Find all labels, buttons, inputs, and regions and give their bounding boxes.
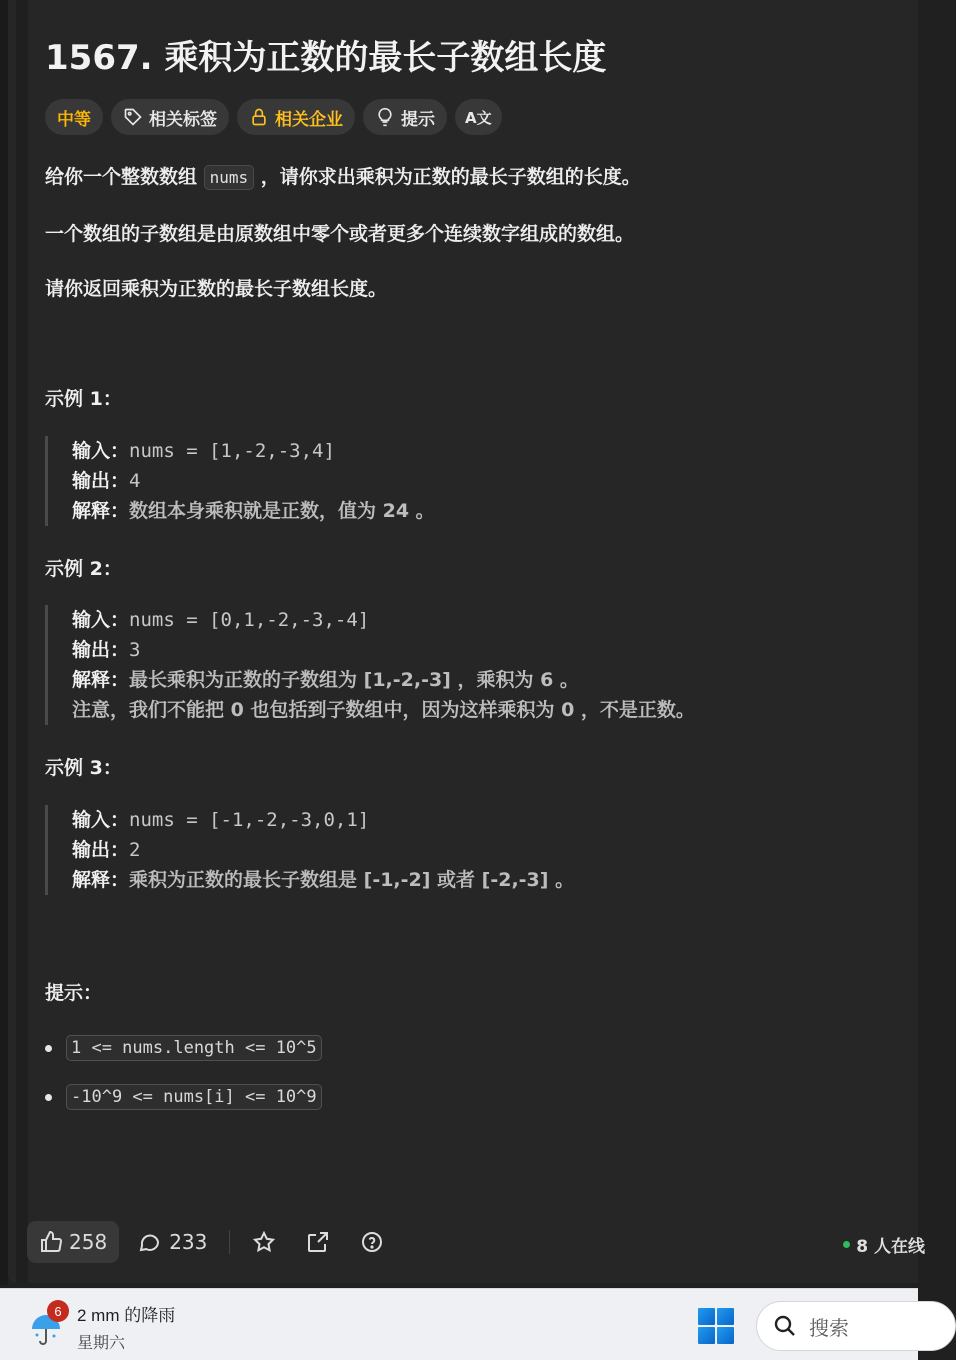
like-count: 258	[69, 1230, 108, 1254]
description-text: 给你一个整数数组	[45, 166, 198, 188]
window-edge	[0, 0, 8, 1285]
comments-button[interactable]	[137, 1230, 207, 1254]
share-button[interactable]	[306, 1230, 330, 1254]
weather-widget[interactable]	[77, 1301, 175, 1353]
description-paragraph-1	[45, 162, 641, 189]
search-icon	[773, 1314, 797, 1338]
translate-icon: A文	[465, 108, 492, 127]
topics-tag-label: 相关标签	[149, 109, 217, 130]
constraint-item	[45, 1035, 322, 1061]
example-3-block	[45, 805, 574, 895]
bullet-icon	[45, 1094, 52, 1101]
example-output: 4	[129, 470, 141, 492]
problem-action-bar	[27, 1220, 927, 1264]
example-input: nums = [-1,-2,-3,0,1]	[129, 809, 370, 831]
comment-icon	[137, 1230, 161, 1254]
online-count	[843, 1232, 925, 1257]
divider	[229, 1230, 230, 1254]
description-text: ，请你求出乘积为正数的最长子数组的长度。	[260, 166, 641, 188]
question-icon	[360, 1230, 384, 1254]
lightbulb-icon	[375, 107, 395, 127]
hint-tag-button[interactable]	[363, 99, 447, 135]
taskbar-search[interactable]	[756, 1301, 956, 1351]
search-label: 搜索	[809, 1317, 849, 1340]
description-paragraph-3: 请你返回乘积为正数的最长子数组长度。	[45, 278, 388, 300]
output-label: 输出：	[72, 470, 130, 492]
problem-title[interactable]: 1567. 乘积为正数的最长子数组长度	[45, 38, 607, 78]
difficulty-label: 中等	[57, 109, 91, 130]
input-label: 输入：	[72, 440, 130, 462]
example-explanation: 最长乘积为正数的子数组为 [1,-2,-3] ，乘积为 6 。	[129, 669, 579, 691]
constraints-title: 提示：	[45, 982, 103, 1004]
problem-panel	[8, 0, 925, 1283]
topics-tag-button[interactable]	[111, 99, 229, 135]
example-output: 3	[129, 639, 141, 661]
input-label: 输入：	[72, 609, 130, 631]
inline-code-nums: nums	[204, 165, 255, 190]
constraint-code: 1 <= nums.length <= 10^5	[66, 1035, 322, 1061]
input-label: 输入：	[72, 809, 130, 831]
example-input: nums = [0,1,-2,-3,-4]	[129, 609, 370, 631]
windows-taskbar	[0, 1288, 918, 1360]
comment-count: 233	[169, 1230, 208, 1254]
tag-icon	[123, 107, 143, 127]
example-1-block	[45, 436, 435, 526]
example-2-block	[45, 605, 695, 725]
lock-icon	[249, 107, 269, 127]
companies-tag-button[interactable]	[237, 99, 355, 135]
description-paragraph-2: 一个数组的子数组是由原数组中零个或者更多个连续数字组成的数组。	[45, 223, 635, 245]
example-1-title: 示例 1：	[45, 388, 122, 410]
left-scroll-track	[16, 0, 28, 1283]
thumbs-up-icon	[39, 1230, 63, 1254]
example-output: 2	[129, 839, 141, 861]
difficulty-tag[interactable]	[45, 99, 103, 135]
explain-label: 解释：	[72, 500, 130, 522]
example-input: nums = [1,-2,-3,4]	[129, 440, 335, 462]
favorite-button[interactable]	[252, 1230, 276, 1254]
share-icon	[306, 1230, 330, 1254]
problem-tags	[45, 99, 502, 135]
star-icon	[252, 1230, 276, 1254]
example-note: 注意，我们不能把 0 也包括到子数组中，因为这样乘积为 0 ，不是正数。	[72, 699, 695, 721]
windows-start-icon[interactable]	[698, 1308, 734, 1344]
explain-label: 解释：	[72, 669, 130, 691]
constraint-code: -10^9 <= nums[i] <= 10^9	[66, 1084, 322, 1110]
example-explanation: 数组本身乘积就是正数，值为 24 。	[129, 500, 435, 522]
bullet-icon	[45, 1045, 52, 1052]
constraint-item	[45, 1084, 322, 1110]
hint-tag-label: 提示	[401, 109, 435, 130]
output-label: 输出：	[72, 839, 130, 861]
output-label: 输出：	[72, 639, 130, 661]
example-2-title: 示例 2：	[45, 558, 122, 580]
explain-label: 解释：	[72, 869, 130, 891]
weather-title: 2 mm 的降雨	[77, 1306, 176, 1325]
weather-badge: 6	[47, 1300, 69, 1322]
weather-day: 星期六	[77, 1335, 126, 1352]
online-text: 8 人在线	[856, 1237, 925, 1257]
feedback-button[interactable]	[360, 1230, 384, 1254]
example-explanation: 乘积为正数的最长子数组是 [-1,-2] 或者 [-2,-3] 。	[129, 869, 575, 891]
like-button[interactable]	[27, 1221, 119, 1263]
online-dot-icon	[843, 1241, 850, 1248]
translate-button[interactable]	[455, 99, 502, 135]
companies-tag-label: 相关企业	[275, 109, 343, 130]
example-3-title: 示例 3：	[45, 757, 122, 779]
